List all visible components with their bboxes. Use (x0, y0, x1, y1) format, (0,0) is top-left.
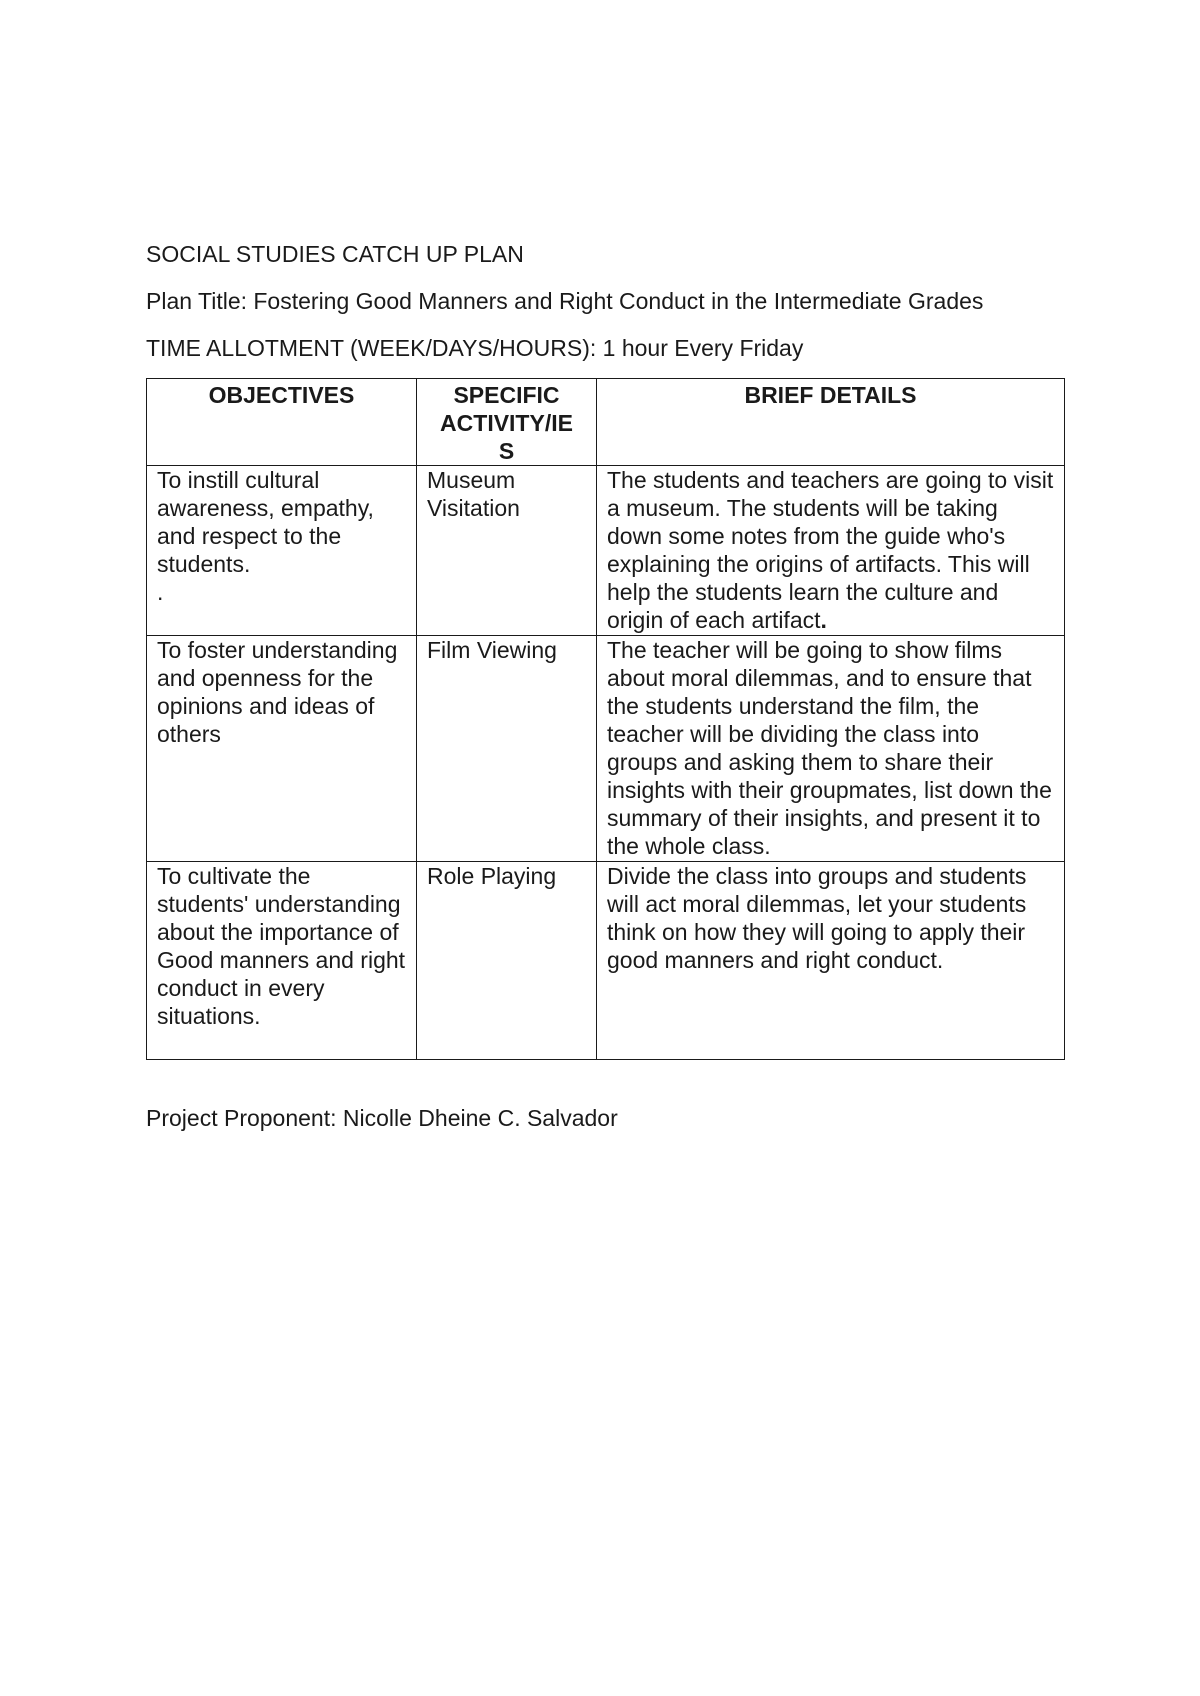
document-heading: SOCIAL STUDIES CATCH UP PLAN (146, 241, 524, 267)
details-cell: The teacher will be going to show films about moral dilemmas, and to ensure that the students understand the film, the teacher will be dividing the class into groups and asking them to share their insights with their groupmates, list down the summary of their insights, and present it to the whole class. (597, 636, 1065, 862)
header-activities (417, 379, 597, 466)
details-end-text: . (820, 607, 827, 633)
objective-cell: To cultivate the students' understanding about the importance of Good manners and right conduct in every situations. (147, 862, 417, 1060)
plan-title: Plan Title: Fostering Good Manners and Right Conduct in the Intermediate Grades (146, 288, 984, 314)
project-proponent: Project Proponent: Nicolle Dheine C. Salvador (146, 1105, 618, 1131)
objective-cell: To foster understanding and openness for the opinions and ideas of others (147, 636, 417, 862)
details-cell (597, 466, 1065, 636)
header-details: BRIEF DETAILS (597, 379, 1065, 466)
activity-cell: Film Viewing (417, 636, 597, 862)
details-text: The students and teachers are going to visit a museum. The students will be taking down some notes from the guide who's explaining the origins of artifacts. This will help the students learn the culture and origin of each artifact (607, 467, 1054, 633)
header-activities-line2: ACTIVITY/IE (440, 410, 573, 436)
objective-text: To instill cultural awareness, empathy, and respect to the students. (157, 467, 374, 577)
table-row (147, 466, 1065, 636)
plan-table (146, 378, 1065, 1060)
objective-cell (147, 466, 417, 636)
table-header-row (147, 379, 1065, 466)
table-row (147, 636, 1065, 862)
header-objectives: OBJECTIVES (147, 379, 417, 466)
table-row (147, 862, 1065, 1060)
details-cell: Divide the class into groups and students will act moral dilemmas, let your students think on how they will going to apply their good manners and right conduct. (597, 862, 1065, 1060)
time-allotment: TIME ALLOTMENT (WEEK/DAYS/HOURS): 1 hour Every Friday (146, 335, 804, 361)
activity-cell: Museum Visitation (417, 466, 597, 636)
header-activities-line3: S (498, 438, 515, 464)
activity-cell: Role Playing (417, 862, 597, 1060)
header-activities-line1: SPECIFIC (453, 382, 560, 408)
objective-extra-text: . (157, 579, 164, 605)
